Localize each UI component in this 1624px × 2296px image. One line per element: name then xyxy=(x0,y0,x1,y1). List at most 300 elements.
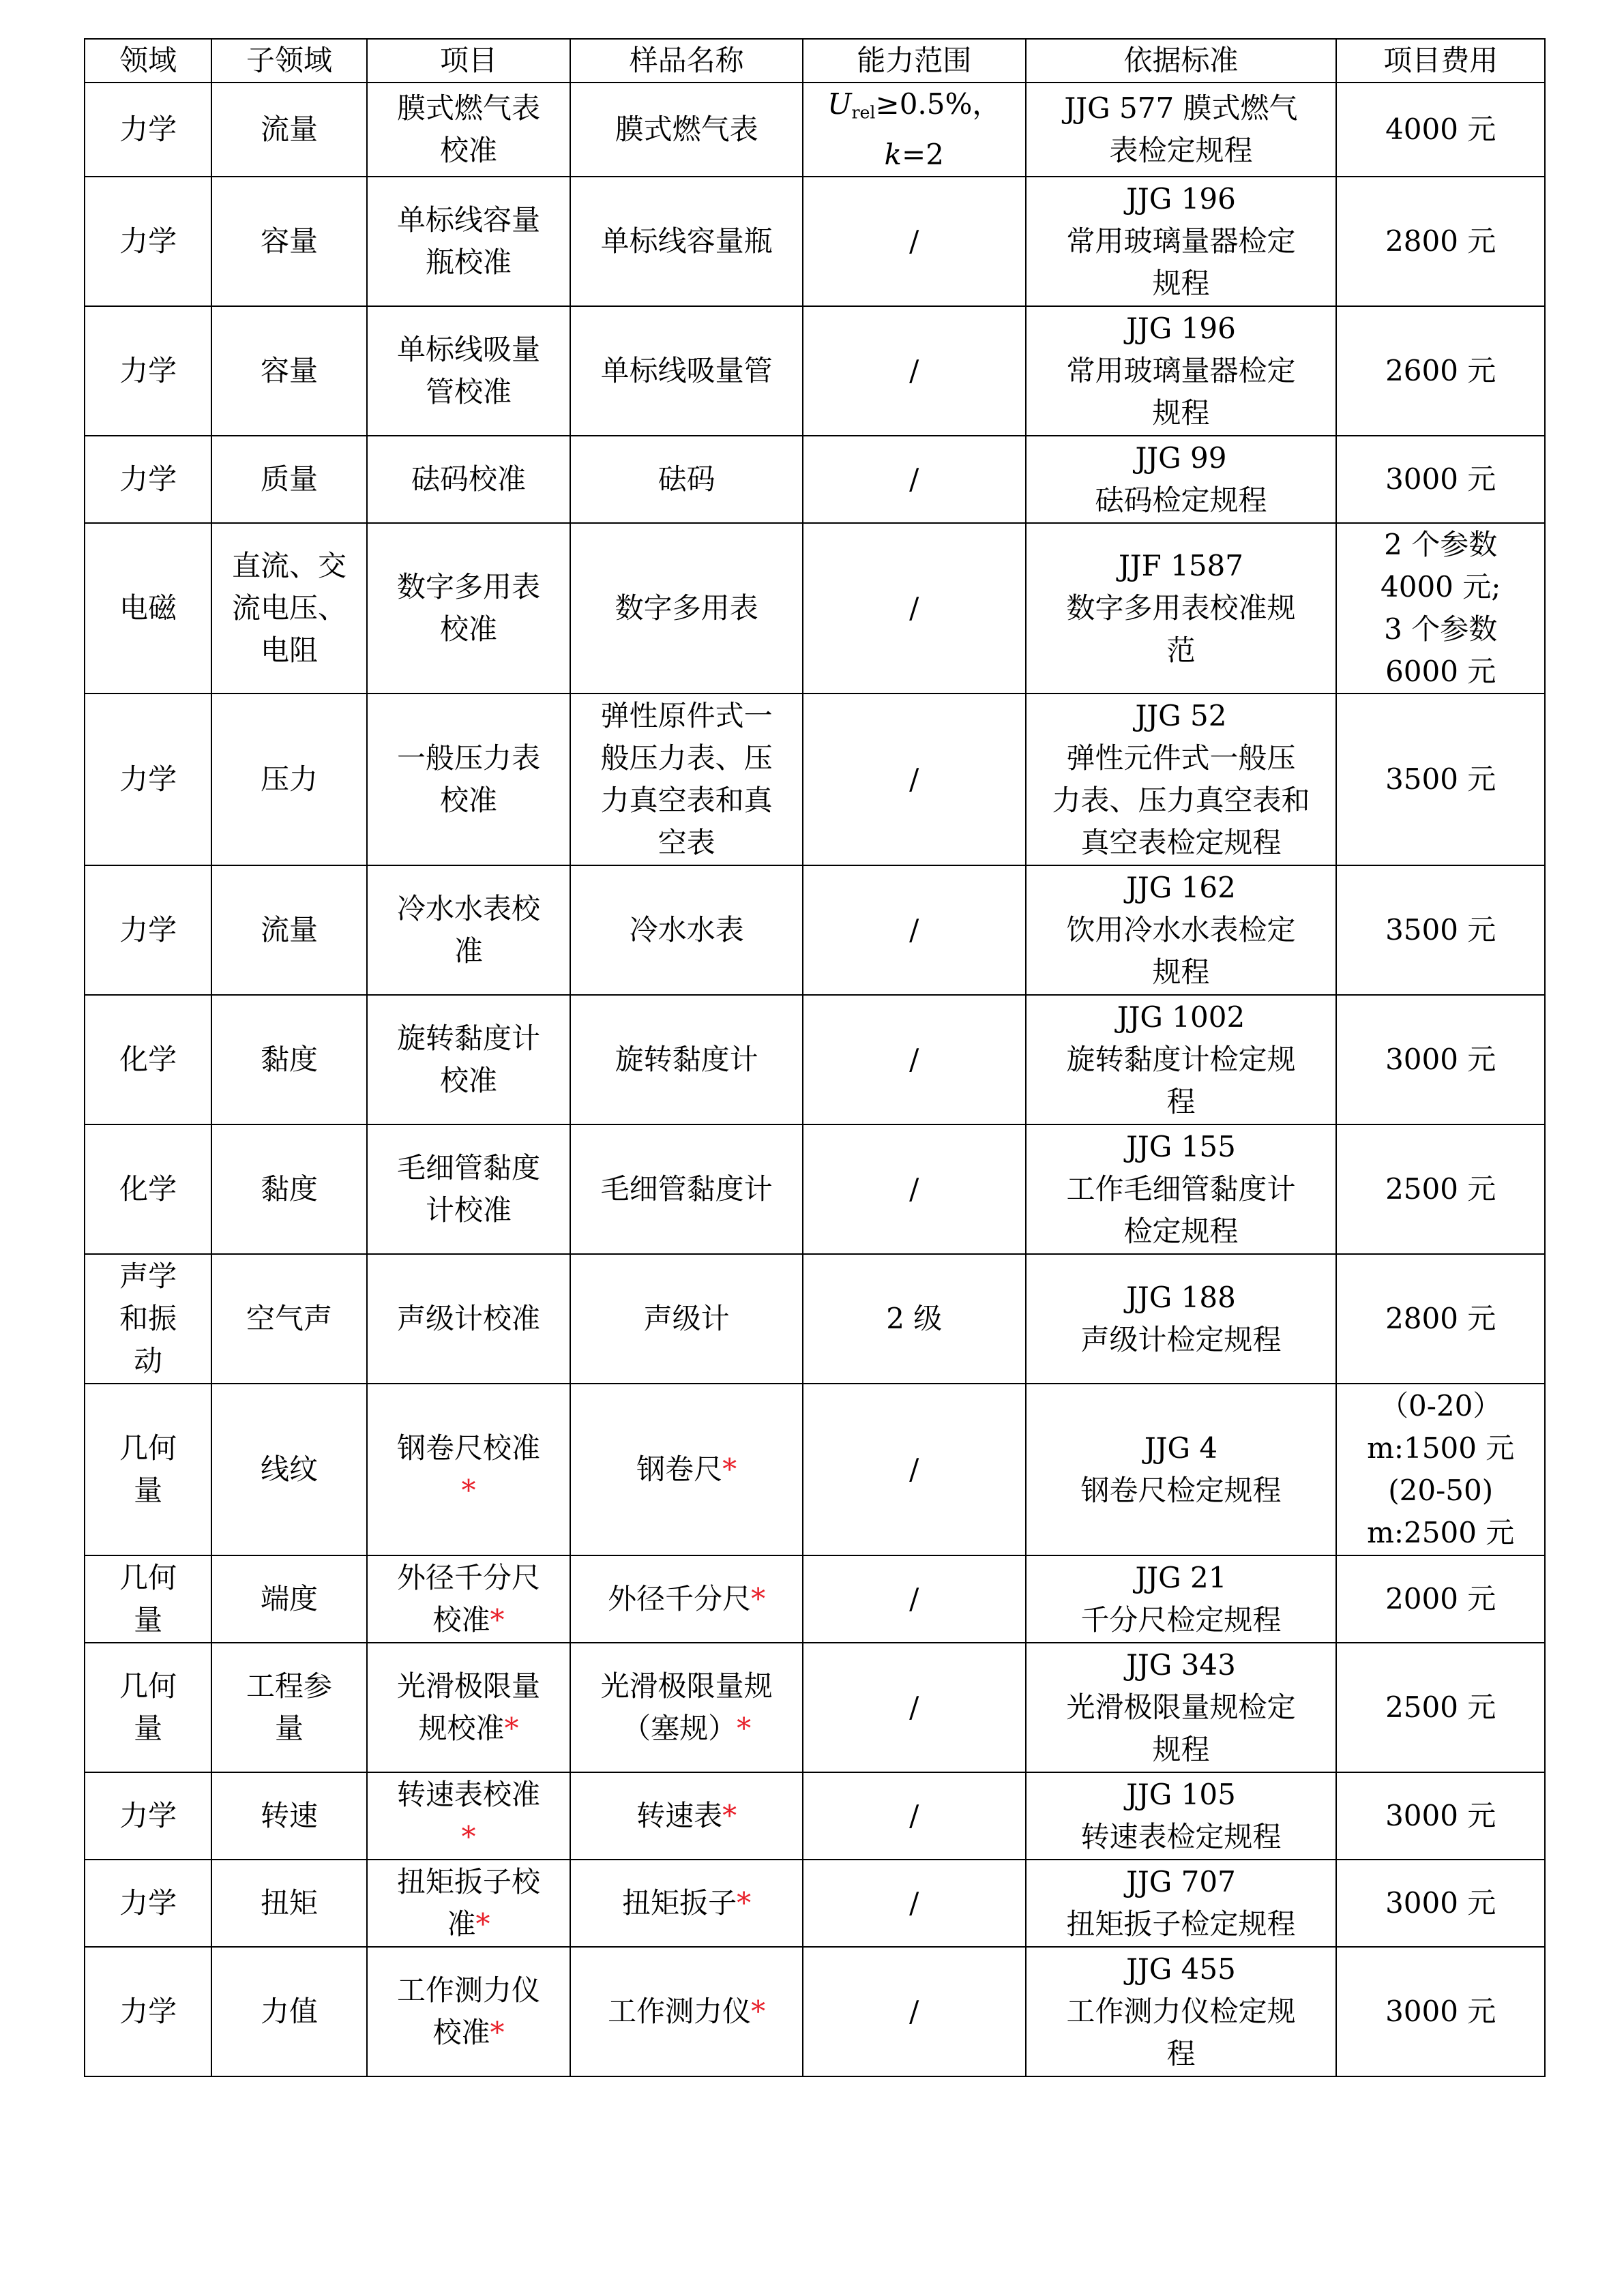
table-row xyxy=(85,1254,1545,1384)
fee-text: 4000 元; xyxy=(1381,570,1501,604)
sample-text: 工作测力仪* xyxy=(608,1995,766,2029)
range-text: / xyxy=(909,1690,919,1725)
standard-text: JJF 1587 xyxy=(1118,549,1243,583)
item-text: 毛细管黏度 xyxy=(397,1151,541,1185)
cell-subfield xyxy=(211,1643,366,1772)
cell-field xyxy=(85,1772,211,1860)
cell-subfield xyxy=(211,1384,366,1555)
fee-text: 3 个参数 xyxy=(1384,612,1498,646)
item-text: 准* xyxy=(447,1907,490,1941)
cell-fee xyxy=(1336,1947,1545,2076)
field-text: 电磁 xyxy=(119,591,177,625)
fee-text: m:2500 元 xyxy=(1367,1516,1515,1550)
fee-text: 2800 元 xyxy=(1385,224,1496,258)
cell-field xyxy=(85,1555,211,1643)
cell-sample xyxy=(570,1643,803,1772)
cell-fee xyxy=(1336,865,1545,995)
field-text: 力学 xyxy=(119,762,177,796)
standard-text: JJG 1002 xyxy=(1117,1000,1245,1034)
cell-range xyxy=(803,1555,1026,1643)
range-text: / xyxy=(909,1582,919,1616)
table-row xyxy=(85,1643,1545,1772)
field-text: 力学 xyxy=(119,354,177,388)
cell-range xyxy=(803,1860,1026,1947)
cell-range xyxy=(803,177,1026,306)
cell-sample xyxy=(570,995,803,1124)
subfield-text: 量 xyxy=(275,1712,304,1746)
standard-text: 饮用冷水水表检定 xyxy=(1066,913,1296,947)
standard-text: 表检定规程 xyxy=(1109,134,1253,168)
sample-text: 砝码 xyxy=(658,462,715,496)
subfield-text: 流电压、 xyxy=(232,591,347,625)
item-text xyxy=(374,1816,563,1858)
item-text: 校准 xyxy=(440,134,498,168)
cell-item xyxy=(367,995,571,1124)
subfield-text: 压力 xyxy=(261,762,319,796)
cell-sample xyxy=(570,1384,803,1555)
sample-text: 钢卷尺* xyxy=(636,1452,737,1487)
subfield-text: 容量 xyxy=(261,224,319,258)
sample-text: 冷水水表 xyxy=(629,913,744,947)
cell-range xyxy=(803,1384,1026,1555)
cell-sample xyxy=(570,1555,803,1643)
cell-fee xyxy=(1336,83,1545,177)
sample-text: 外径千分尺* xyxy=(608,1582,766,1616)
standard-text: 旋转黏度计检定规 xyxy=(1066,1043,1296,1077)
standard-text: 扭矩扳子检定规程 xyxy=(1066,1907,1296,1941)
item-text: 砝码校准 xyxy=(411,462,527,496)
cell-item xyxy=(367,1384,571,1555)
cell-fee xyxy=(1336,306,1545,436)
cell-subfield xyxy=(211,306,366,436)
cell-item xyxy=(367,1124,571,1254)
cell-item xyxy=(367,1555,571,1643)
field-text: 动 xyxy=(134,1344,163,1378)
table-row xyxy=(85,523,1545,694)
cell-sample xyxy=(570,436,803,523)
cell-standard xyxy=(1026,83,1337,177)
cell-sample xyxy=(570,865,803,995)
standard-text: 规程 xyxy=(1152,267,1210,301)
range-text: / xyxy=(909,913,919,947)
sample-text: 数字多用表 xyxy=(615,591,758,625)
cell-field xyxy=(85,1860,211,1947)
standard-text: 力表、压力真空表和 xyxy=(1052,784,1310,818)
table-row xyxy=(85,995,1545,1124)
cell-standard xyxy=(1026,1555,1337,1643)
item-text: 转速表校准 xyxy=(397,1778,541,1812)
item-text: 准 xyxy=(454,934,484,968)
field-text: 几何 xyxy=(119,1431,177,1465)
required-star-mark: * xyxy=(490,2016,505,2050)
cell-sample xyxy=(570,1124,803,1254)
cell-standard xyxy=(1026,436,1337,523)
subfield-text: 流量 xyxy=(261,113,319,147)
standard-text: 规程 xyxy=(1152,1733,1210,1767)
subfield-text: 黏度 xyxy=(261,1172,319,1206)
item-text: 单标线容量 xyxy=(397,203,541,237)
table-row xyxy=(85,177,1545,306)
cell-standard xyxy=(1026,1254,1337,1384)
calibration-fee-table xyxy=(84,38,1546,2077)
standard-text: 砝码检定规程 xyxy=(1095,483,1267,518)
cell-standard xyxy=(1026,694,1337,865)
cell-sample xyxy=(570,1772,803,1860)
standard-text: JJG 155 xyxy=(1126,1130,1236,1164)
header-sample: 样品名称 xyxy=(570,39,803,83)
cell-item xyxy=(367,865,571,995)
sample-text: 单标线容量瓶 xyxy=(600,224,773,258)
subfield-text: 流量 xyxy=(261,913,319,947)
cell-standard xyxy=(1026,306,1337,436)
standard-text: JJG 196 xyxy=(1126,182,1236,216)
required-star-mark: * xyxy=(461,1474,476,1508)
cell-fee xyxy=(1336,1772,1545,1860)
cell-subfield xyxy=(211,1555,366,1643)
standard-text: 程 xyxy=(1166,2037,1196,2071)
standard-text: 数字多用表校准规 xyxy=(1066,591,1296,625)
cell-fee xyxy=(1336,1643,1545,1772)
item-text xyxy=(374,1470,563,1512)
item-text: 数字多用表 xyxy=(397,570,541,604)
cell-item xyxy=(367,1860,571,1947)
range-text: $U_{rel}\ge 0.5\%$， xyxy=(827,87,1001,123)
item-text: 光滑极限量 xyxy=(397,1669,541,1703)
range-text: / xyxy=(909,762,919,796)
item-text: 一般压力表 xyxy=(397,741,541,775)
cell-subfield xyxy=(211,83,366,177)
cell-field xyxy=(85,1254,211,1384)
fee-text: 2600 元 xyxy=(1385,354,1496,388)
cell-sample xyxy=(570,1947,803,2076)
sample-text: 力真空表和真 xyxy=(600,784,773,818)
item-text: 外径千分尺 xyxy=(397,1561,541,1595)
cell-fee xyxy=(1336,436,1545,523)
field-text: 力学 xyxy=(119,1886,177,1920)
item-text: 钢卷尺校准 xyxy=(397,1431,541,1465)
cell-field xyxy=(85,436,211,523)
standard-text: 声级计检定规程 xyxy=(1080,1323,1282,1357)
subfield-text: 空气声 xyxy=(246,1302,333,1336)
header-standard: 依据标准 xyxy=(1026,39,1337,83)
cell-subfield xyxy=(211,1772,366,1860)
cell-sample xyxy=(570,1254,803,1384)
cell-subfield xyxy=(211,995,366,1124)
range-text: k=2 xyxy=(884,138,944,172)
standard-text: JJG 707 xyxy=(1126,1865,1236,1899)
cell-sample xyxy=(570,523,803,694)
table-row xyxy=(85,1772,1545,1860)
standard-text: JJG 21 xyxy=(1135,1561,1227,1595)
subfield-text: 黏度 xyxy=(261,1043,319,1077)
cell-standard xyxy=(1026,1384,1337,1555)
cell-item xyxy=(367,1643,571,1772)
cell-range xyxy=(803,1772,1026,1860)
fee-text: （0-20） xyxy=(1380,1389,1502,1423)
standard-text: JJG 162 xyxy=(1126,871,1236,905)
standard-text: JJG 196 xyxy=(1126,312,1236,346)
cell-fee xyxy=(1336,1254,1545,1384)
table-body xyxy=(85,83,1545,2076)
range-text: 2 级 xyxy=(886,1302,943,1336)
subfield-text: 质量 xyxy=(261,462,319,496)
cell-subfield xyxy=(211,694,366,865)
range-text: / xyxy=(909,1995,919,2029)
subfield-text: 直流、交 xyxy=(232,549,347,583)
cell-subfield xyxy=(211,1124,366,1254)
cell-standard xyxy=(1026,865,1337,995)
cell-range xyxy=(803,1643,1026,1772)
cell-range xyxy=(803,523,1026,694)
cell-field xyxy=(85,1643,211,1772)
table-row xyxy=(85,1860,1545,1947)
standard-text: 钢卷尺检定规程 xyxy=(1080,1474,1282,1508)
sample-text: 旋转黏度计 xyxy=(615,1043,758,1077)
sample-text: 毛细管黏度计 xyxy=(600,1172,773,1206)
fee-text: 3000 元 xyxy=(1385,462,1496,496)
cell-fee xyxy=(1336,177,1545,306)
item-text: 校准 xyxy=(440,784,498,818)
field-text: 量 xyxy=(134,1474,163,1508)
cell-field xyxy=(85,1124,211,1254)
header-item: 项目 xyxy=(367,39,571,83)
cell-range xyxy=(803,1254,1026,1384)
sample-text: 膜式燃气表 xyxy=(615,113,758,147)
standard-text: JJG 4 xyxy=(1144,1431,1218,1465)
standard-text: JJG 52 xyxy=(1135,699,1227,733)
required-star-mark: * xyxy=(461,1820,476,1854)
cell-item xyxy=(367,177,571,306)
table-row xyxy=(85,1555,1545,1643)
required-star-mark: * xyxy=(722,1452,737,1487)
standard-text: JJG 343 xyxy=(1126,1648,1236,1682)
field-text: 力学 xyxy=(119,913,177,947)
range-text: / xyxy=(909,1452,919,1487)
sample-text: 转速表* xyxy=(636,1799,737,1833)
table-row xyxy=(85,694,1545,865)
field-text: 力学 xyxy=(119,462,177,496)
range-text: / xyxy=(909,462,919,496)
standard-text: 常用玻璃量器检定 xyxy=(1066,354,1296,388)
cell-standard xyxy=(1026,1643,1337,1772)
standard-text: 千分尺检定规程 xyxy=(1080,1603,1282,1637)
field-text: 和振 xyxy=(119,1302,177,1336)
cell-range xyxy=(803,694,1026,865)
cell-fee xyxy=(1336,1124,1545,1254)
standard-text: JJG 455 xyxy=(1126,1952,1236,1986)
subfield-text: 转速 xyxy=(261,1799,319,1833)
table-row xyxy=(85,436,1545,523)
fee-text: 2 个参数 xyxy=(1384,528,1498,562)
cell-sample xyxy=(570,177,803,306)
table-row xyxy=(85,1947,1545,2076)
item-text: 计校准 xyxy=(426,1193,512,1227)
cell-field xyxy=(85,306,211,436)
header-field: 领域 xyxy=(85,39,211,83)
item-text: 校准* xyxy=(432,1603,505,1637)
standard-text: 规程 xyxy=(1152,396,1210,430)
header-fee: 项目费用 xyxy=(1336,39,1545,83)
field-text: 力学 xyxy=(119,1799,177,1833)
item-text: 膜式燃气表 xyxy=(397,91,541,125)
cell-item xyxy=(367,1772,571,1860)
fee-text: 3500 元 xyxy=(1385,913,1496,947)
cell-subfield xyxy=(211,436,366,523)
required-star-mark: * xyxy=(504,1712,519,1746)
cell-field xyxy=(85,83,211,177)
fee-text: 2800 元 xyxy=(1385,1302,1496,1336)
cell-standard xyxy=(1026,177,1337,306)
standard-text: 光滑极限量规检定 xyxy=(1066,1690,1296,1725)
cell-range xyxy=(803,83,1026,177)
sample-text: 空表 xyxy=(658,826,715,860)
standard-text: 程 xyxy=(1166,1085,1196,1119)
range-text: / xyxy=(909,591,919,625)
cell-standard xyxy=(1026,523,1337,694)
item-text: 管校准 xyxy=(426,375,512,409)
fee-text: 2500 元 xyxy=(1385,1690,1496,1725)
field-text: 力学 xyxy=(119,224,177,258)
cell-fee xyxy=(1336,995,1545,1124)
item-text: 瓶校准 xyxy=(426,245,512,280)
cell-fee xyxy=(1336,1384,1545,1555)
cell-standard xyxy=(1026,1772,1337,1860)
standard-text: 检定规程 xyxy=(1123,1214,1239,1249)
fee-text: (20-50) xyxy=(1388,1474,1494,1508)
cell-standard xyxy=(1026,995,1337,1124)
required-star-mark: * xyxy=(490,1603,505,1637)
cell-field xyxy=(85,1384,211,1555)
range-text: / xyxy=(909,354,919,388)
sample-text: （塞规）* xyxy=(622,1712,752,1746)
standard-text: 工作毛细管黏度计 xyxy=(1066,1172,1296,1206)
subfield-text: 工程参 xyxy=(246,1669,333,1703)
standard-text: JJG 105 xyxy=(1126,1778,1236,1812)
subfield-text: 力值 xyxy=(261,1995,319,2029)
range-text: / xyxy=(909,1886,919,1920)
item-text: 校准 xyxy=(440,1064,498,1098)
cell-field xyxy=(85,523,211,694)
field-text: 力学 xyxy=(119,1995,177,2029)
cell-range xyxy=(803,436,1026,523)
standard-text: JJG 188 xyxy=(1126,1281,1236,1315)
fee-text: 3000 元 xyxy=(1385,1995,1496,2029)
item-text: 冷水水表校 xyxy=(397,892,541,926)
cell-standard xyxy=(1026,1124,1337,1254)
item-text: 旋转黏度计 xyxy=(397,1022,541,1056)
item-text: 校准* xyxy=(432,2016,505,2050)
fee-text: 4000 元 xyxy=(1385,113,1496,147)
cell-sample xyxy=(570,1860,803,1947)
item-text: 规校准* xyxy=(418,1712,519,1746)
fee-text: 3500 元 xyxy=(1385,762,1496,796)
range-text: / xyxy=(909,224,919,258)
cell-fee xyxy=(1336,523,1545,694)
standard-text: JJG 99 xyxy=(1135,441,1227,475)
required-star-mark: * xyxy=(751,1995,766,2029)
table-row xyxy=(85,865,1545,995)
cell-item xyxy=(367,83,571,177)
standard-text: 转速表检定规程 xyxy=(1080,1820,1282,1854)
cell-item xyxy=(367,306,571,436)
cell-fee xyxy=(1336,694,1545,865)
field-text: 几何 xyxy=(119,1561,177,1595)
cell-sample xyxy=(570,306,803,436)
cell-range xyxy=(803,306,1026,436)
standard-text: 范 xyxy=(1166,633,1196,668)
standard-text: 常用玻璃量器检定 xyxy=(1066,224,1296,258)
cell-item xyxy=(367,1254,571,1384)
fee-text: 6000 元 xyxy=(1385,655,1496,689)
sample-text: 扭矩扳子* xyxy=(622,1886,752,1920)
required-star-mark: * xyxy=(722,1799,737,1833)
cell-field xyxy=(85,694,211,865)
subfield-text: 扭矩 xyxy=(261,1886,319,1920)
field-text: 化学 xyxy=(119,1043,177,1077)
cell-range xyxy=(803,995,1026,1124)
sample-text: 光滑极限量规 xyxy=(600,1669,773,1703)
sample-text: 单标线吸量管 xyxy=(600,354,773,388)
cell-range xyxy=(803,1947,1026,2076)
cell-range xyxy=(803,865,1026,995)
cell-standard xyxy=(1026,1947,1337,2076)
fee-text: m:1500 元 xyxy=(1367,1431,1515,1465)
cell-item xyxy=(367,523,571,694)
item-text: 扭矩扳子校 xyxy=(397,1865,541,1899)
item-text: 声级计校准 xyxy=(397,1302,541,1336)
header-row xyxy=(85,39,1545,83)
range-text: / xyxy=(909,1799,919,1833)
cell-subfield xyxy=(211,865,366,995)
field-text: 化学 xyxy=(119,1172,177,1206)
standard-text: 真空表检定规程 xyxy=(1080,826,1282,860)
required-star-mark: * xyxy=(475,1907,490,1941)
field-text: 声学 xyxy=(119,1259,177,1294)
cell-field xyxy=(85,995,211,1124)
table-row xyxy=(85,1124,1545,1254)
field-text: 力学 xyxy=(119,113,177,147)
fee-text: 2500 元 xyxy=(1385,1172,1496,1206)
cell-subfield xyxy=(211,1254,366,1384)
cell-field xyxy=(85,177,211,306)
standard-text: 弹性元件式一般压 xyxy=(1066,741,1296,775)
fee-text: 3000 元 xyxy=(1385,1886,1496,1920)
cell-fee xyxy=(1336,1860,1545,1947)
cell-item xyxy=(367,436,571,523)
cell-sample xyxy=(570,694,803,865)
standard-text: 工作测力仪检定规 xyxy=(1066,1995,1296,2029)
sample-text: 般压力表、压 xyxy=(600,741,773,775)
subfield-text: 线纹 xyxy=(261,1452,319,1487)
header-subfield: 子领域 xyxy=(211,39,366,83)
standard-text: JJG 577 膜式燃气 xyxy=(1064,91,1298,125)
item-text: 校准 xyxy=(440,612,498,646)
field-text: 量 xyxy=(134,1603,163,1637)
required-star-mark: * xyxy=(751,1582,766,1616)
item-text: 工作测力仪 xyxy=(397,1973,541,2008)
cell-fee xyxy=(1336,1555,1545,1643)
cell-sample xyxy=(570,83,803,177)
cell-subfield xyxy=(211,177,366,306)
item-text: 单标线吸量 xyxy=(397,333,541,367)
fee-text: 3000 元 xyxy=(1385,1043,1496,1077)
cell-item xyxy=(367,1947,571,2076)
table-row xyxy=(85,1384,1545,1555)
table-row xyxy=(85,306,1545,436)
cell-range xyxy=(803,1124,1026,1254)
sample-text: 弹性原件式一 xyxy=(600,699,773,733)
table-row xyxy=(85,83,1545,177)
